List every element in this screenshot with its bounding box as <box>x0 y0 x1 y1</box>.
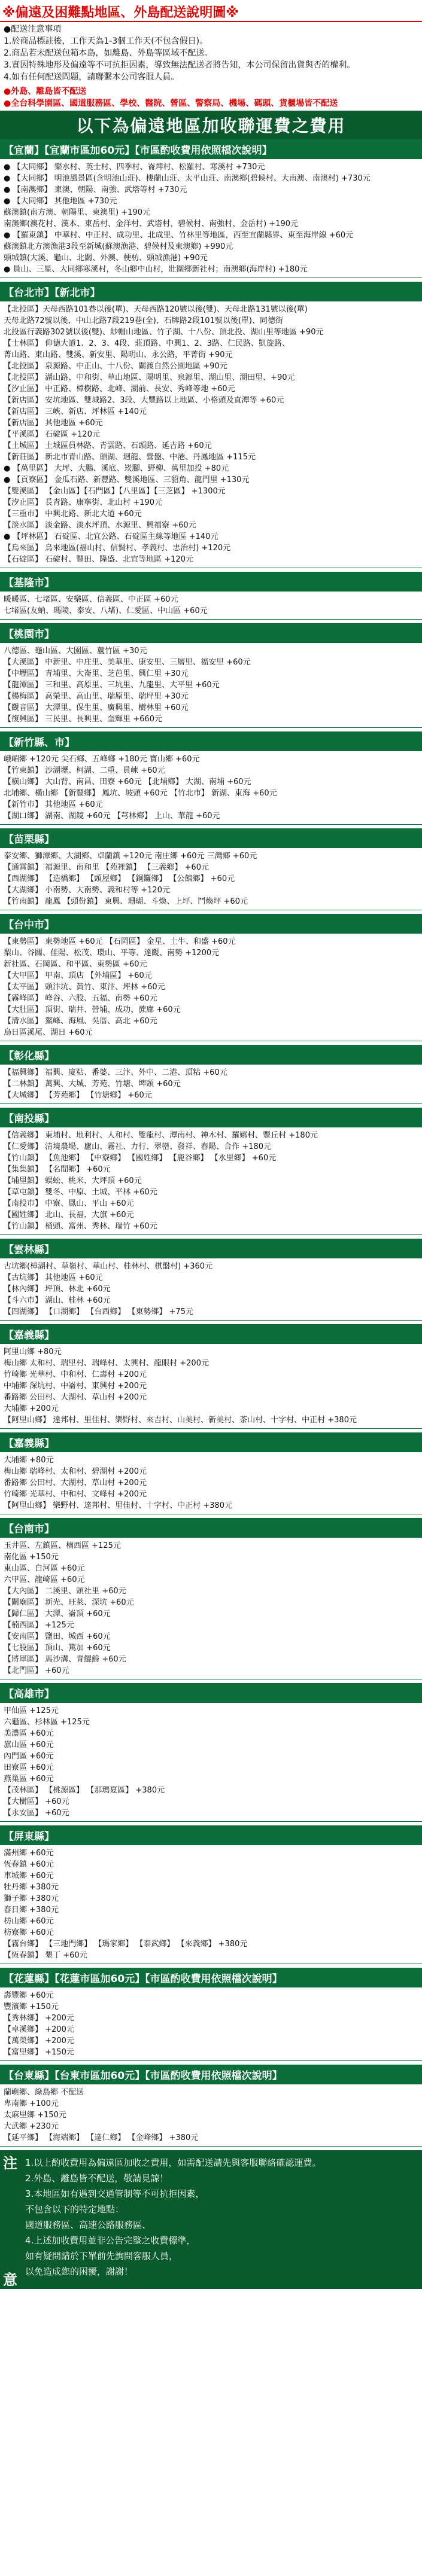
fee-line: 車城鄉 +60元 <box>4 1871 54 1880</box>
fee-line: 【秀林鄉】 +200元 <box>4 2014 74 2023</box>
fee-line: 東山區、白河區 +60元 <box>4 1564 85 1573</box>
fee-line: 【歸仁區】 大潭、崙頂 +60元 <box>4 1609 111 1618</box>
footer-line: 如有疑問請於下單前先詢問客服人員， <box>25 2251 178 2261</box>
footer <box>0 2150 422 2289</box>
fee-line: 【土城區】 土城區員林路、青雲路、石頭路、延吉路 +60元 <box>4 441 212 450</box>
region-title: 【彰化縣】 <box>0 1045 422 1065</box>
fee-line: 六甲區、龍崎區 +60元 <box>4 1575 85 1584</box>
fee-line: 【七股區】 頂山、篤加 +60元 <box>4 1644 111 1653</box>
region-body <box>0 1845 422 1964</box>
fee-line: 【北投區】 湖山路、中和街、草山地區、陽明里、泉源里、湖山里、湖田里、+90元 <box>4 373 295 382</box>
region-section <box>0 1518 422 1679</box>
fee-line: 【仁愛鄉】 清境農場、廬山、霧社、力行、翠巒、發祥、春陽、合作 +180元 <box>4 1142 271 1151</box>
fee-line: 太麻里鄉 +150元 <box>4 2111 66 2120</box>
notice-line: 1.於商品標註後，工作天為1-3個工作天(不包含假日)。 <box>4 36 208 46</box>
fee-line: 內門區 +60元 <box>4 1752 54 1761</box>
fee-line: 【淡水區】 淡金路、淡水坪頂、水源里、興福寮 +60元 <box>4 521 196 530</box>
region-section <box>0 1045 422 1104</box>
fee-line: 北投區行義路302號以後(雙)、紗帽山地區、竹子湖、十八份、頂北投、湖山里等地區 +90元 <box>4 328 324 337</box>
region-title: 【台南市】 <box>0 1518 422 1538</box>
fee-line: 頭城鎮(大溪、龜山、北關、外澳、梗枋、頭城漁港) +90元 <box>4 254 208 263</box>
fee-line: 【觀音區】 大潭里、保生里、廣興里、樹林里 +60元 <box>4 703 189 712</box>
fee-line: 烏日區溪尾、湖日 +60元 <box>4 1028 93 1037</box>
region-title: 【花蓮縣】【花蓮市區加60元】【市區酌收費用依照檔次說明】 <box>0 1968 422 1987</box>
footer-side-char: 意 <box>3 2272 17 2288</box>
fee-line: 【卓溪鄉】 +200元 <box>4 2025 74 2034</box>
fee-line: 【新店區】 三峽、新店、坪林區 +140元 <box>4 407 147 416</box>
fee-line: 【霧台鄉】 【三地門鄉】 【瑪家鄉】 【泰武鄉】 【來義鄉】 +380元 <box>4 1940 248 1949</box>
fee-line: 卑南鄉 +100元 <box>4 2099 59 2108</box>
fee-line: 【永安區】 +60元 <box>4 1809 69 1818</box>
fee-line: 獅子鄉 +380元 <box>4 1894 59 1903</box>
fee-line: 竹崎鄉 光華村、中和村、仁壽村 +200元 <box>4 1370 147 1379</box>
fee-line: 大武鄉 +230元 <box>4 2122 59 2131</box>
fee-line: 【延平鄉】 【海端鄉】 【達仁鄉】 【金峰鄉】 +380元 <box>4 2133 199 2142</box>
fee-line: 天母北路72號以後、中山北路7段219巷(全)、石牌路2段101號以後(單)、同德街 <box>4 316 283 325</box>
fee-line: 【安南區】 鹽田、城西 +60元 <box>4 1632 111 1641</box>
region-body <box>0 1538 422 1679</box>
footer-line: 1.以上酌收費用為偏遠區加收之費用，如需配送請先與客服聯絡確認運費。 <box>25 2157 321 2168</box>
fee-line: 燕巢區 +60元 <box>4 1775 54 1784</box>
region-section <box>0 731 422 825</box>
notice-red-block <box>0 84 422 111</box>
fee-line: 大埔鄉 +80元 <box>4 1456 54 1465</box>
fee-line: 【大甲區】 甲南、頂店 【外埔區】 +60元 <box>4 971 152 980</box>
fee-line: 甲仙區 +125元 <box>4 1706 59 1715</box>
footer-line: 不包含以下的特定地點： <box>25 2204 125 2215</box>
fee-line: 【古坑鄉】 其他地區 +60元 <box>4 1273 103 1282</box>
fee-line: 豐濱鄉 +150元 <box>4 2002 59 2011</box>
fee-line: 【關廟區】 新光、旺萊、深坑 +60元 <box>4 1598 134 1607</box>
fee-line: 【士林區】 仰德大道1、2、3、4段、莊頂路、中興1、2、3路、仁民路、凱旋路、 <box>4 339 290 348</box>
footer-side-char: 注 <box>3 2155 17 2172</box>
fee-line: 【石碇區】 石碇村、豐田、隆盛、北宜等地區 +120元 <box>4 555 193 564</box>
fee-line: 泰安鄉、獅潭鄉、大湖鄉、卓蘭鎮 +120元 南庄鄉 +60元 三灣鄉 +60元 <box>4 852 257 861</box>
fee-line: 【二林鎮】 萬興、大城、芳苑、竹塘、埤頭 +60元 <box>4 1080 181 1089</box>
fee-line: 【南投市】 中寮、鳳山、平山 +60元 <box>4 1199 134 1208</box>
fee-line: 恆春鎮 +60元 <box>4 1860 54 1869</box>
fee-line: 【太平區】 頭汴坑、黃竹、東汴、坪林 +60元 <box>4 983 165 992</box>
fee-line: ● 【南澳鄉】 東澳、朝陽、南強、武塔等村 +730元 <box>4 185 187 194</box>
fee-line: 八德區、龜山區、大園區、蘆竹區 +30元 <box>4 647 147 656</box>
region-title: 【高雄市】 <box>0 1683 422 1703</box>
fee-line: 蘇澳鎮北方澳漁港3段至新城(蘇澳漁港、碧候村及東澳鄉) +990元 <box>4 242 233 251</box>
fee-line: 【將軍區】 馬沙溝、青鯤鯓 +60元 <box>4 1655 126 1664</box>
fee-line: 【楊梅區】 高榮里、高山里、瑞原里、瑞坪里 +30元 <box>4 692 189 701</box>
fee-line: 【西湖鄉】 【造橋鄉】 【頭屋鄉】 【銅鑼鄉】 【公館鄉】 +60元 <box>4 874 235 883</box>
fee-line: 美濃區 +60元 <box>4 1729 54 1738</box>
fee-line: 中埔鄉 深坑村、中崙村、東興村 +200元 <box>4 1382 147 1391</box>
fee-line: 梅山鄉 太和村、瑞里村、瑞峰村、太興村、龍眼村 +200元 <box>4 1359 209 1368</box>
fee-line: 番路鄉 公田村、大湖村、草山村 +200元 <box>4 1393 147 1402</box>
notice-line: 4.如有任何配送問題，請聯繫本公司客服人員。 <box>4 72 180 82</box>
fee-line: 六龜區、杉林區 +125元 <box>4 1718 90 1727</box>
fee-line: ● 員山、三星、大同鄉寒溪村，冬山鄉中山村，壯圍鄉新社村；南澳鄉(海岸村) +180元 <box>4 265 308 274</box>
region-section <box>0 1968 422 2061</box>
footer-line: 3.本地區如有遇到交通管制等不可抗拒因素， <box>25 2188 205 2199</box>
region-body <box>0 1258 422 1321</box>
fee-line: 【清水區】 鰲峰、海風、吳厝、高北 +60元 <box>4 1017 157 1026</box>
region-section <box>0 623 422 728</box>
fee-line: 【雙溪區】 【金山區】【石門區】【八里區】【三芝區】 +1300元 <box>4 487 226 496</box>
fee-line: 【信義鄉】 東埔村、地利村、人和村、雙龍村、潭南村、神木村、羅娜村、豐丘村 +180元 <box>4 1131 318 1140</box>
fee-line: 【大內區】 二溪里、頭社里 +60元 <box>4 1587 126 1596</box>
fee-line: ● 【羅東鎮】 中華村、中正村、成功里、北成里、竹林里等地區，西至宜蘭縣界、東至海岸線 +60元 <box>4 231 354 240</box>
region-section <box>0 282 422 568</box>
fee-line: 新社區、石岡區、和平區、東勢區 +60元 <box>4 960 147 969</box>
banner: 以下為偏遠地區加收聯運費之費用 <box>0 111 422 139</box>
fee-line: 南化區 +150元 <box>4 1553 59 1562</box>
fee-line: 番路鄉 公田村、大湖村、草山村 +200元 <box>4 1478 147 1487</box>
region-section <box>0 914 422 1041</box>
region-section <box>0 139 422 278</box>
fee-line: 【竹東鎮】 沙湖壢、柯湖、二重、員崠 +60元 <box>4 766 165 775</box>
fee-line: 【新店區】 其他地區 +60元 <box>4 419 103 428</box>
fee-line: 古坑鄉(樟湖村、草嶺村、華山村、桂林村、棋盤村) +360元 <box>4 1262 212 1271</box>
region-title: 【嘉義縣】 <box>0 1432 422 1452</box>
fee-line: 【斗六市】 湖山、桂林 +60元 <box>4 1296 111 1305</box>
region-body <box>0 2084 422 2147</box>
fee-line: 【新莊區】 新北市青山路、頭湖、迴龍、營盤、中港、丹鳳地區 +115元 <box>4 453 256 462</box>
region-title: 【屏東縣】 <box>0 1825 422 1845</box>
fee-line: 【埔里鎮】 蜈蚣、桃米、大坪頂 +60元 <box>4 1176 142 1185</box>
fee-line: 【北門區】 +60元 <box>4 1666 69 1675</box>
fee-line: 【恆春鎮】 墾丁 +60元 <box>4 1951 87 1960</box>
fee-line: 梨山、谷關、佳陽、松茂、環山、平等、達觀、南勢 +1200元 <box>4 949 220 958</box>
fee-line: 北埔鄉、橫山鄉 【新豐鄉】 鳳坑、坡頭 +60元 【竹北市】 新湖、東海 +60元 <box>4 789 277 798</box>
fee-line: ● 【大同鄉】 其他地區 +730元 <box>4 197 117 206</box>
fee-line: 枋山鄉 +60元 <box>4 1917 54 1926</box>
fee-line: 大埔鄉 +200元 <box>4 1404 59 1413</box>
fee-line: 【竹山鎮】 【魚池鄉】 【中寮鄉】 【國姓鄉】 【鹿谷鄉】 【水里鄉】 +60元 <box>4 1154 277 1163</box>
fee-line: 【阿里山鄉】 達邦村、里佳村、樂野村、來吉村、山美村、新美村、茶山村、十字村、中正村 +380元 <box>4 1416 357 1425</box>
fee-line: 春日鄉 +380元 <box>4 1906 59 1915</box>
region-title: 【台中市】 <box>0 914 422 934</box>
fee-line: 【國姓鄉】 北山、長福、大旗 +60元 <box>4 1211 134 1220</box>
notice-block <box>0 22 422 84</box>
region-section <box>0 1683 422 1822</box>
region-title: 【南投縣】 <box>0 1108 422 1127</box>
region-body <box>0 1065 422 1104</box>
fee-line: 【阿里山鄉】 樂野村、達邦村、里佳村、十字村、中正村 +380元 <box>4 1501 232 1510</box>
fee-line: 【霧峰區】 峰谷、六股、五福、南勢 +60元 <box>4 994 157 1003</box>
fee-line: 【萬榮鄉】 +200元 <box>4 2037 74 2045</box>
region-section <box>0 2065 422 2147</box>
footer-notes <box>20 2151 422 2289</box>
region-body <box>0 848 422 910</box>
footer-line: 以免造成您的困擾，謝謝！ <box>25 2266 133 2277</box>
fee-line: 【大肚區】 頂街、瑞井、營埔、成功、蔗廍 +60元 <box>4 1005 181 1014</box>
fee-line: ● 【大同鄉】 樂水村、英士村、四季村、崙埤村、松羅村、寒溪村 +730元 <box>4 163 265 172</box>
page-title: ※偏遠及困難點地區、外島配送說明圖※ <box>0 0 422 22</box>
fee-line: 暖暖區、七堵區、安樂區、信義區、中正區 +60元 <box>4 595 178 604</box>
region-section <box>0 828 422 910</box>
region-body <box>0 1452 422 1514</box>
fee-line: ● 【大同鄉】 明池風景區(含明池山莊)、棲蘭山莊、太平山莊、南澳鄉(碧候村、大南澳、南澳村) +730元 <box>4 174 371 183</box>
region-title: 【基隆市】 <box>0 572 422 592</box>
fee-line: 玉井區、左鎮區、楠西區 +125元 <box>4 1541 121 1550</box>
fee-line: 【新竹市】 其他地區 +60元 <box>4 800 103 809</box>
fee-line: 梅山鄉 瑞峰村、太和村、碧湖村 +200元 <box>4 1467 147 1476</box>
fee-line: 【東勢區】 東勢地區 +60元 【石岡區】 金星、土牛、和盛 +60元 <box>4 937 236 946</box>
region-title: 【台東縣】【台東市區加60元】【市區酌收費用依照檔次說明】 <box>0 2065 422 2084</box>
region-body <box>0 1127 422 1235</box>
fee-line: 【湖口鄉】 湖南、湖鏡 +60元 【芎林鄉】 上山、華龍 +60元 <box>4 812 220 821</box>
fee-line: 【林內鄉】 坪頂、林北 +60元 <box>4 1285 111 1294</box>
footer-line: 2.外島、離島皆不配送，敬請見諒！ <box>25 2173 169 2184</box>
fee-line: 【大溪區】 中新里、中庄里、美華里、康安里、三層里、福安里 +60元 <box>4 658 251 667</box>
region-body <box>0 1344 422 1429</box>
fee-line: 【大城鄉】 【芳苑鄉】 【竹塘鄉】 +60元 <box>4 1091 152 1100</box>
region-body <box>0 1987 422 2061</box>
region-body <box>0 159 422 278</box>
region-title: 【宜蘭】【宜蘭市區加60元】【市區酌收費用依照檔次說明】 <box>0 139 422 159</box>
region-section <box>0 1239 422 1321</box>
fee-line: 【集集鎮】 【名間鄉】 +60元 <box>4 1165 111 1174</box>
fee-line: 【汐止區】 長青路、康寧街、北山村 +190元 <box>4 498 162 507</box>
fee-line: 【平溪區】 石碇區 +120元 <box>4 430 100 439</box>
fee-line: 【通霄鎮】 福源里、南和里 【苑裡鎮】 【三義鄉】 +60元 <box>4 863 209 872</box>
notice-red-line: ●外島、離島皆不配送 <box>4 87 87 96</box>
region-title: 【嘉義縣】 <box>0 1324 422 1344</box>
fee-line: 牡丹鄉 +380元 <box>4 1883 59 1892</box>
region-section <box>0 1432 422 1514</box>
region-body <box>0 643 422 728</box>
fee-line: 【龍潭區】 三和里、高原里、三坑里、九龍里、大平里 +60元 <box>4 681 220 690</box>
fee-line: 阿里山鄉 +80元 <box>4 1348 62 1356</box>
fee-line: 七堵區(友蚋、瑪陵、泰安、八堵)、仁愛區、中山區 +60元 <box>4 606 208 615</box>
fee-line: 滿州鄉 +60元 <box>4 1849 54 1858</box>
region-body <box>0 592 422 620</box>
footer-line: 國道服務區、高速公路服務區、 <box>25 2220 151 2230</box>
region-body <box>0 751 422 825</box>
fee-line: 【竹南鎮】 龍鳳 【頭份鎮】 東興、珊瑚、斗煥、上坪、鬥煥坪 +60元 <box>4 897 248 906</box>
fee-line: 【復興區】 三民里、長興里、奎輝里 +660元 <box>4 715 162 724</box>
fee-line: 【四湖鄉】 【口湖鄉】 【台西鄉】 【東勢鄉】 +75元 <box>4 1307 193 1316</box>
region-section <box>0 1108 422 1235</box>
region-body <box>0 1703 422 1822</box>
region-body <box>0 301 422 568</box>
fee-line: 【北投區】天母西路101巷以後(單)、天母西路120號以後(雙)、天母北路131號以後(單) <box>4 305 308 314</box>
region-section <box>0 1825 422 1964</box>
fee-line: 【竹山鎮】 桶頭、富州、秀林、瑞竹 +60元 <box>4 1222 157 1231</box>
notice-line: 3.實因特殊地形及偏遠等不可抗拒因素，導致無法配送者將告知，本公司保留出貨與否的權利。 <box>4 60 356 70</box>
region-section <box>0 1324 422 1429</box>
region-title: 【新竹縣、市】 <box>0 731 422 751</box>
fee-line: 【茂林區】 【桃源區】 【那瑪夏區】 +380元 <box>4 1786 165 1795</box>
region-section <box>0 572 422 620</box>
notice-red-line: ●全台科學園區、國道服務區、學校、醫院、營區、警察局、機場、碼頭、貨櫃場皆不配送 <box>4 99 338 108</box>
region-title: 【台北市】【新北市】 <box>0 282 422 301</box>
fee-line: 壽豐鄉 +60元 <box>4 1991 54 2000</box>
fee-line: 蘇澳鎮(南方澳、朝陽里、東澳里) +190元 <box>4 208 150 217</box>
fee-line: 【楠西區】 +125元 <box>4 1621 74 1630</box>
fee-line: 【汐止區】 中正路、樟樹路、北峰、湖前、長安、秀峰等地 +60元 <box>4 385 235 394</box>
footer-side <box>0 2151 20 2289</box>
fee-line: ● 【貢寮區】 金瓜石路、新豐路、雙溪地區、三貂角、龍門里 +130元 <box>4 475 250 484</box>
fee-line: 【福興鄉】 福興、廈粘、番婆、三汴、外中、二港、頂粘 +60元 <box>4 1068 227 1077</box>
region-body <box>0 934 422 1041</box>
fee-line: 枋寮鄉 +60元 <box>4 1928 54 1937</box>
footer-line: 4.上述加收費用並非公告完整之收費標準， <box>25 2235 196 2246</box>
fee-line: 蘭嶼鄉、綠島鄉 不配送 <box>4 2088 84 2097</box>
fee-line: 菁山路、東山路、雙溪、新安里、陽明山、永公路，平菁街 +90元 <box>4 350 233 359</box>
fee-line: ● 【萬里區】 大坪、大鵬、溪底、崁腳、野柳、萬里加投 +80元 <box>4 464 229 473</box>
fee-line: 【富里鄉】 +150元 <box>4 2048 74 2057</box>
fee-line: 【三重市】 中興北路、新北大道 +60元 <box>4 510 142 519</box>
fee-line: 【大湖鄉】 小南勢、大南勢、義和村等 +120元 <box>4 886 170 895</box>
region-title: 【苗栗縣】 <box>0 828 422 848</box>
region-title: 【雲林縣】 <box>0 1239 422 1258</box>
fee-line: 南澳鄉(澳花村、漢本、東岳村、金洋村、武塔村、碧候村、南強村、金岳村) +190元 <box>4 220 298 228</box>
fee-line: 【新店區】 安坑地區、雙城路2、3段、大豐路以上地區、小格頭及直潭等 +60元 <box>4 396 284 405</box>
fee-line: 竹崎鄉 光華村、中和村、文峰村 +200元 <box>4 1490 147 1499</box>
fee-line: 【草屯鎮】 雙冬、中原、土城、平林 +60元 <box>4 1188 157 1197</box>
fee-line: 【中壢區】 青埔里、大崙里、芝芭里、興仁里 +30元 <box>4 669 189 678</box>
fee-line: 【橫山鄉】 大山背、南昌、田寮 +60元 【北埔鄉】 大湖、南埔 +60元 <box>4 778 251 786</box>
sections-container <box>0 139 422 2147</box>
fee-line: 旗山區 +60元 <box>4 1740 54 1749</box>
fee-line: ● 【坪林區】 石碇區、北宜公路、石碇區主線等地區 +140元 <box>4 532 218 541</box>
notice-line: 2.商品若未配送包箱本島，如離島、外島等區域不配送。 <box>4 48 213 58</box>
notice-line: ●配送注意事項 <box>4 25 62 34</box>
fee-line: 【烏來區】 烏來地區(福山村、信賢村、孝義村、忠治村) +120元 <box>4 544 231 553</box>
fee-line: 【北投區】 泉源路、中正山、十八份、關渡自然公園地區 +90元 <box>4 362 227 371</box>
fee-line: 田寮區 +60元 <box>4 1763 54 1772</box>
fee-line: 【大樹區】 +60元 <box>4 1797 69 1806</box>
fee-line: 峨嵋鄉 +120元 尖石鄉、五峰鄉 +180元 寶山鄉 +60元 <box>4 755 200 764</box>
region-title: 【桃園市】 <box>0 623 422 643</box>
